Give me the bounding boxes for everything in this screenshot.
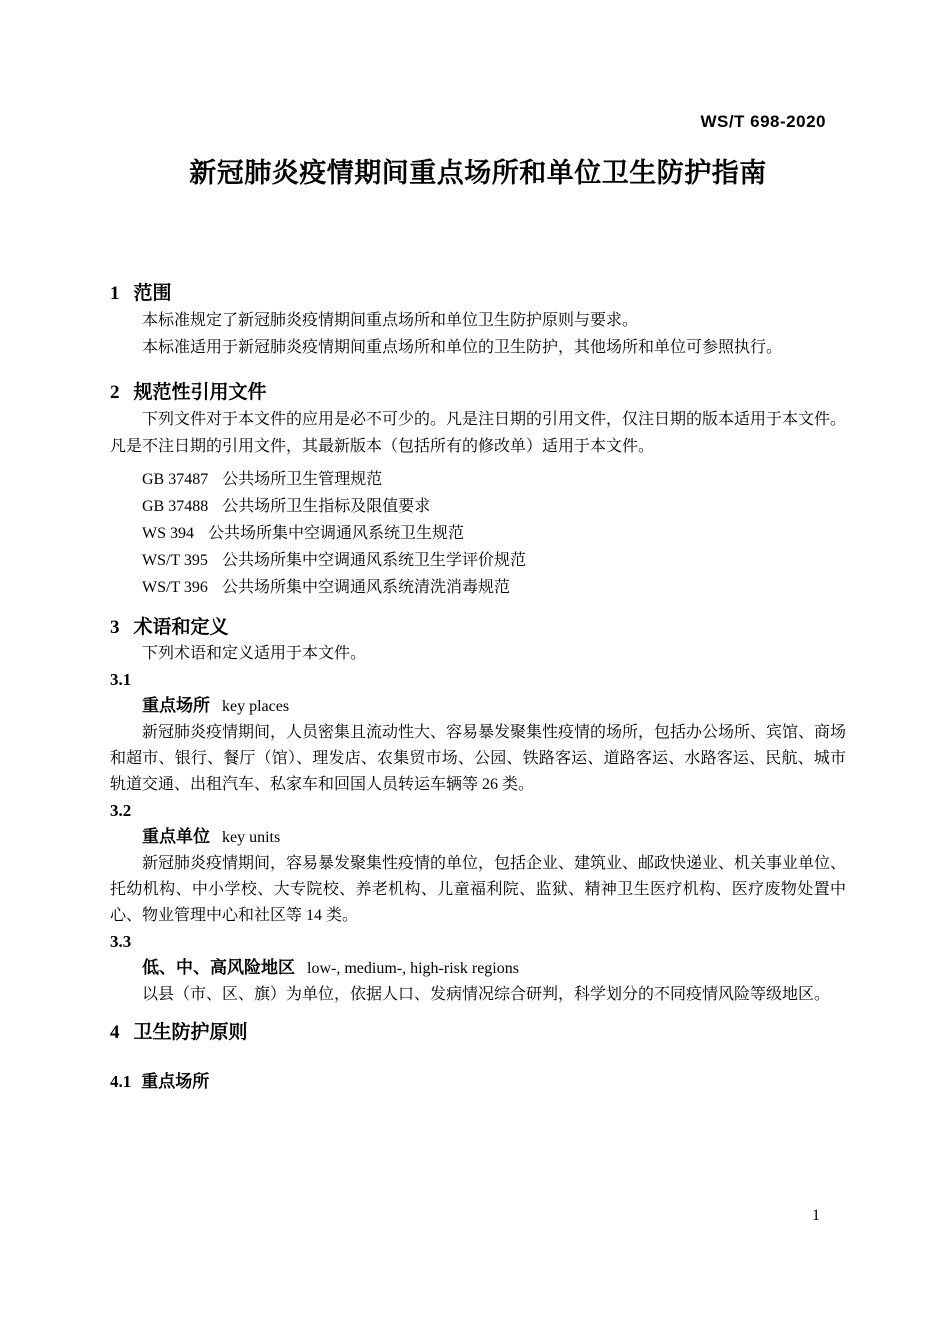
paragraph: 下列文件对于本文件的应用是必不可少的。凡是注日期的引用文件，仅注日期的版本适用于本文件。凡是不注日期的引用文件，其最新版本（包括所有的修改单）适用于本文件。 xyxy=(110,411,847,455)
paragraph: 下列术语和定义适用于本文件。 xyxy=(142,645,367,662)
section-heading-text: 规范性引用文件 xyxy=(133,382,267,403)
section-protection-principles xyxy=(110,1020,846,1095)
term-name-en: key units xyxy=(222,829,281,846)
term-definition: 新冠肺炎疫情期间，人员密集且流动性大、容易暴发聚集性疫情的场所，包括办公场所、宾馆、商场和超市、银行、餐厅（馆）、理发店、农集贸市场、公园、铁路客运、道路客运、水路客运、民航、城市轨道交通、出租汽车、私家车和回国人员转运车辆等 26 类。 xyxy=(110,724,847,793)
reference-name: 公共场所集中空调通风系统卫生规范 xyxy=(208,525,465,542)
reference-item xyxy=(110,466,846,493)
subsection-heading xyxy=(110,1069,846,1095)
reference-name: 公共场所卫生管理规范 xyxy=(222,471,383,488)
reference-list xyxy=(110,466,846,601)
term-title xyxy=(110,693,846,720)
term-number: 3.1 xyxy=(110,670,132,689)
reference-code: WS 394 xyxy=(142,525,194,542)
section-terms-definitions xyxy=(110,615,846,1008)
section-heading xyxy=(110,380,846,406)
term-title xyxy=(110,955,846,982)
section-heading-text: 卫生防护原则 xyxy=(133,1022,248,1043)
subsection-number: 4.1 xyxy=(110,1072,132,1091)
section-normative-references xyxy=(110,380,846,601)
reference-name: 公共场所集中空调通风系统清洗消毒规范 xyxy=(221,579,510,596)
term-definition: 新冠肺炎疫情期间，容易暴发聚集性疫情的单位，包括企业、建筑业、邮政快递业、机关事业单位、托幼机构、中小学校、大专院校、养老机构、儿童福利院、监狱、精神卫生医疗机构、医疗废物处置中心、物业管理中心和社区等 14 类。 xyxy=(110,855,847,924)
reference-item xyxy=(110,493,846,520)
subsection-heading-text: 重点场所 xyxy=(141,1072,210,1091)
reference-name: 公共场所卫生指标及限值要求 xyxy=(222,498,431,515)
reference-item xyxy=(110,574,846,601)
reference-item xyxy=(110,547,846,574)
term-number: 3.2 xyxy=(110,801,132,820)
standard-number: WS/T 698-2020 xyxy=(700,112,826,131)
term-name-en: key places xyxy=(222,698,290,715)
term-name-en: low-, medium-, high-risk regions xyxy=(307,960,519,977)
term-name-zh: 重点单位 xyxy=(142,827,210,846)
reference-item xyxy=(110,520,846,547)
term-entry xyxy=(110,929,846,1008)
term-title xyxy=(110,824,846,851)
page-title: 新冠肺炎疫情期间重点场所和单位卫生防护指南 xyxy=(189,158,767,188)
reference-code: GB 37487 xyxy=(142,471,209,488)
section-heading xyxy=(110,1020,846,1046)
section-scope xyxy=(110,281,846,361)
section-number: 3 xyxy=(110,617,120,638)
term-entry xyxy=(110,798,846,929)
reference-code: WS/T 396 xyxy=(142,579,208,596)
section-number: 2 xyxy=(110,382,120,403)
reference-code: GB 37488 xyxy=(142,498,209,515)
term-entry xyxy=(110,667,846,798)
paragraph: 本标准规定了新冠肺炎疫情期间重点场所和单位卫生防护原则与要求。 xyxy=(142,312,639,329)
term-name-zh: 重点场所 xyxy=(142,696,210,715)
paragraph: 本标准适用于新冠肺炎疫情期间重点场所和单位的卫生防护，其他场所和单位可参照执行。 xyxy=(142,339,783,356)
reference-code: WS/T 395 xyxy=(142,552,208,569)
section-heading-text: 术语和定义 xyxy=(133,617,229,638)
section-heading xyxy=(110,615,846,641)
term-definition: 以县（市、区、旗）为单位，依据人口、发病情况综合研判，科学划分的不同疫情风险等级地区。 xyxy=(142,986,831,1003)
page-number: 1 xyxy=(812,1207,820,1224)
term-name-zh: 低、中、高风险地区 xyxy=(142,958,295,977)
term-number: 3.3 xyxy=(110,932,132,951)
section-heading-text: 范围 xyxy=(133,283,172,304)
section-number: 1 xyxy=(110,283,120,304)
section-heading xyxy=(110,281,846,307)
section-number: 4 xyxy=(110,1022,120,1043)
reference-name: 公共场所集中空调通风系统卫生学评价规范 xyxy=(221,552,526,569)
